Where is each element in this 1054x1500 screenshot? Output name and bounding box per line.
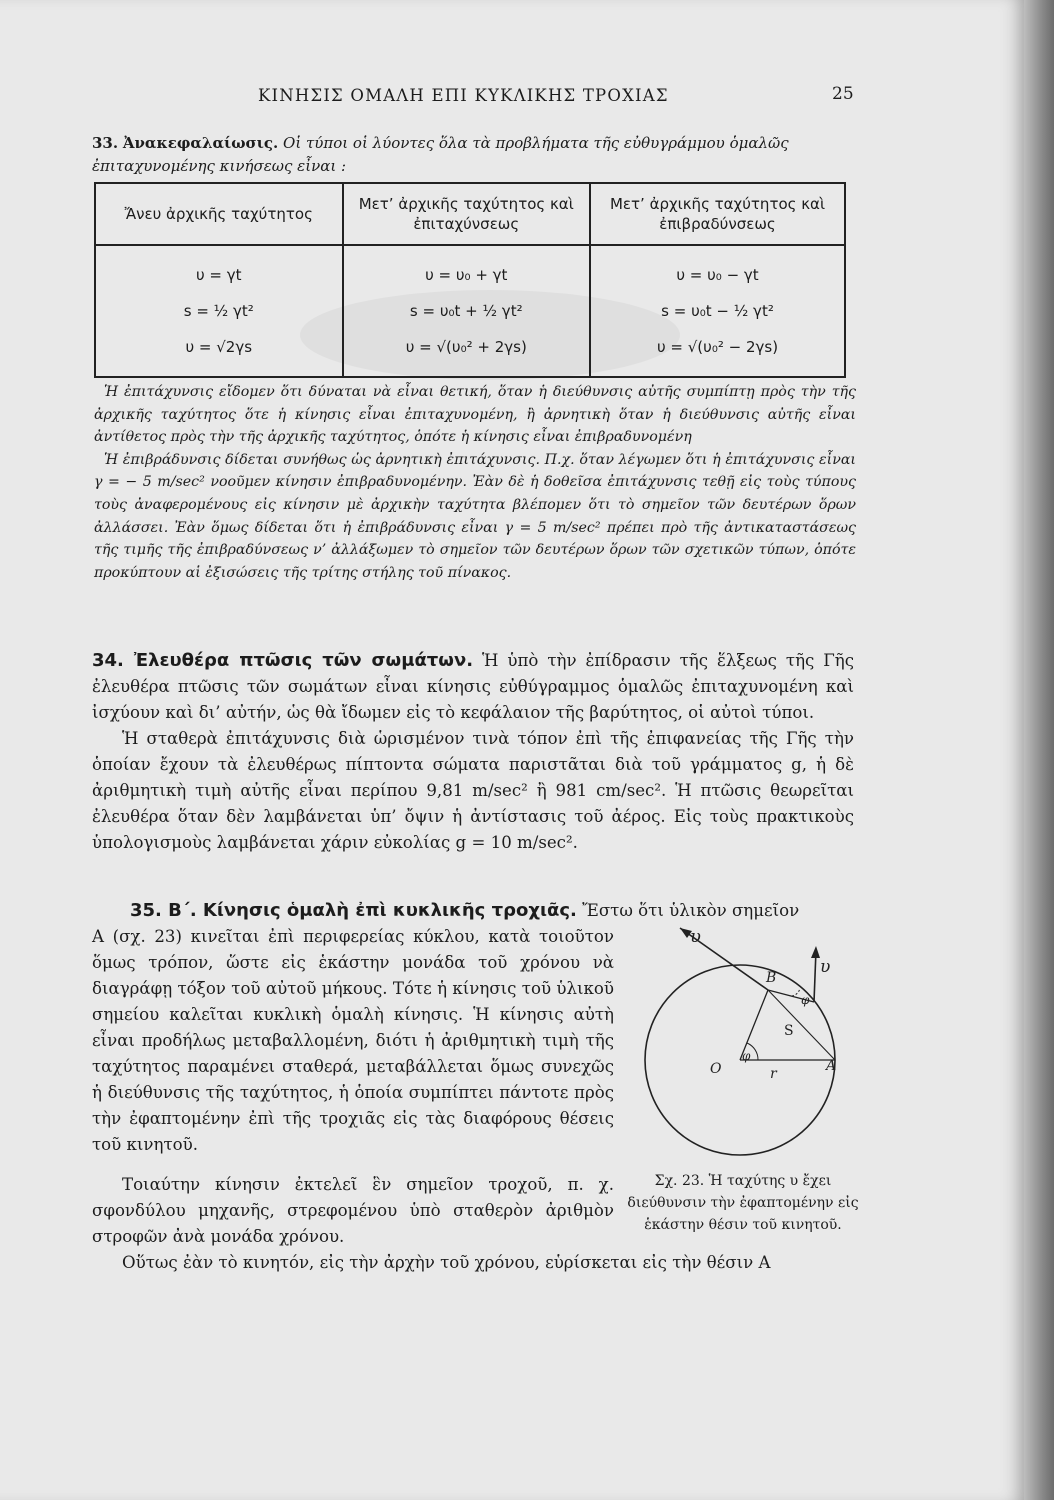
table-header: Ἄνευ ἀρχικῆς ταχύτητος [95,183,343,245]
section-35-paragraph: Α (σχ. 23) κινεῖται ἐπὶ περιφερείας κύκλου, κατὰ τοιοῦτον ὅμως τρόπον, ὥστε εἰς ἑκάστην μονάδα τοῦ χρόνου νὰ διαγράφῃ τόξον τοῦ αὐτοῦ μήκους. Τότε ἡ κίνησις τοῦ ὑλικοῦ σημείου καλεῖται κυκλικὴ ὁμαλὴ κίνησις. Ἡ κίνησις αὐτὴ εἶναι προδήλως μεταβαλλομένη, διότι ἡ ἀριθμητικὴ τιμὴ τῆς ταχύτητος παραμένει σταθερά, μεταβάλλεται ὅμως συνεχῶς ἡ διεύθυνσις τῆς ταχύτητος, ἡ ὁποία συμπίπτει πάντοτε πρὸς τὴν ἐφαπτομένην ἐπὶ τῆς τροχιᾶς εἰς τὰς διαφόρους θέσεις τοῦ κινητοῦ. [92,927,614,1154]
section-34-paragraph: Ἡ σταθερὰ ἐπιτάχυνσις διὰ ὡρισμένον τινὰ τόπον ἐπὶ τῆς ἐπιφανείας τῆς Γῆς τὴν ὁποίαν ἔχουν τὰ ἐλευθέρως πίπτοντα σώματα παριστᾶται διὰ τοῦ γράμματος g, ἡ δὲ ἀριθμητικὴ τιμὴ αὐτῆς εἶναι περίπου 9,81 m/sec² ἢ 981 cm/sec². Ἡ πτῶσις θεωρεῖται ἐλευθέρα ὅταν δὲν λαμβάνεται ὑπ’ ὄψιν ἡ ἀντίστασις τοῦ ἀέρος. Εἰς τοὺς πρακτικοὺς ὑπολογισμοὺς λαμβάνεται χάριν εὐκολίας g = 10 m/sec². [92,729,854,852]
table-cell [95,245,343,377]
label-o: O [710,1061,722,1077]
formulas-table [94,182,846,378]
formula: υ = υ₀ + γt [425,266,508,284]
label-v2: υ [820,957,831,977]
table-cell [590,245,845,377]
label-phi2: φ [742,1049,751,1063]
formula: s = υ₀t + ½ γt² [409,302,523,320]
angle-arc-b [792,988,800,996]
section-34-heading: 34. Ἐλευθέρα πτῶσις τῶν σωμάτων. [92,650,474,671]
section-35-heading: 35. Β΄. Κίνησις ὁμαλὴ ἐπὶ κυκλικῆς τροχιᾶς. [130,900,577,921]
formula: υ = √(υ₀² − 2γs) [656,338,779,356]
label-r: r [770,1066,777,1082]
notes [94,381,856,584]
section-35-last [92,1250,854,1276]
section-33-text: Οἱ τύποι οἱ λύοντες ὅλα τὰ προβλήματα τῆς εὐθυγράμμου ὁμαλῶς ἐπιταχυνομένης κινήσεως εἶναι : [92,134,789,175]
section-35-paragraph: Τοιαύτην κίνησιν ἐκτελεῖ ἓν σημεῖον τροχοῦ, π. χ. σφονδύλου μηχανῆς, στρεφομένου ὑπὸ σταθερὸν ἀριθμὸν στροφῶν ἀνὰ μονάδα χρόνου. [92,1175,614,1246]
running-title: ΚΙΝΗΣΙΣ ΟΜΑΛΗ ΕΠΙ ΚΥΚΛΙΚΗΣ ΤΡΟΧΙΑΣ [258,86,669,105]
table-header-row [95,183,845,245]
note-paragraph: Ἡ ἐπιτάχυνσις εἴδομεν ὅτι δύναται νὰ εἶναι θετική, ὅταν ἡ διεύθυνσις αὐτῆς συμπίπτῃ πρὸς τὴν τῆς ἀρχικῆς ταχύτητος ὅτε ἡ κίνησις εἶναι ἐπιταχυνομένη, ἢ ἀρνητικὴ ὅταν ἡ διεύθυνσις αὐτῆς εἶναι ἀντίθετος πρὸς τὴν τῆς ἀρχικῆς ταχύτητος, ὁπότε ἡ κίνησις εἶναι ἐπιβραδυνομένη [94,384,856,446]
section-35-paragraph: Οὕτως ἐὰν τὸ κινητόν, εἰς τὴν ἀρχὴν τοῦ χρόνου, εὑρίσκεται εἰς τὴν θέσιν Α [122,1253,771,1272]
formula: s = ½ γt² [183,302,254,320]
label-b: B [766,970,777,986]
formula: υ = √2γs [185,338,253,356]
figure-caption: Σχ. 23. Ἡ ταχύτης υ ἔχει διεύθυνσιν τὴν ἐφαπτομένην εἰς ἑκάστην θέσιν τοῦ κινητοῦ. [627,1173,859,1233]
note-paragraph: Ἡ ἐπιβράδυνσις δίδεται συνήθως ὡς ἀρνητικὴ ἐπιτάχυνσις. Π.χ. ὅταν λέγωμεν ὅτι ἡ ἐπιτάχυνσις εἶναι γ = − 5 m/sec² νοοῦμεν κίνησιν ἐπιβραδυνομένην. Ἐὰν δὲ ἡ δοθεῖσα ἐπιτάχυνσις τεθῇ εἰς τοὺς τύπους τοὺς ἀναφερομένους εἰς κίνησιν μὲ ἀρχικὴν ταχύτητα βλέπομεν ὅτι τὸ σημεῖον τῶν δευτέρων ὅρων ἀλλάσσει. Ἐὰν ὅμως δίδεται ὅτι ἡ ἐπιβράδυνσις εἶναι γ = 5 m/sec² πρέπει πρὸ τῆς ἀντικαταστάσεως τῆς τιμῆς τῆς ἐπιβραδύνσεως ν’ ἀλλάξωμεν τὸ σημεῖον τῶν δευτέρων ὅρων τῶν σχετικῶν τύπων, ὁπότε προκύπτουν αἱ ἐξισώσεις τῆς τρίτης στήλης τοῦ πίνακος. [94,451,856,581]
label-s: S [784,1023,794,1039]
formula: υ = γt [195,266,242,284]
section-34 [92,648,854,856]
section-33-title: Ἀνακεφαλαίωσις. [122,134,279,152]
formula: υ = υ₀ − γt [676,266,759,284]
table-cell [343,245,591,377]
page-edge [1024,0,1054,1500]
figure-23 [630,910,860,1165]
section-35-body [92,924,614,1250]
arrowhead [811,946,820,958]
section-33-intro [92,132,854,178]
formula: s = υ₀t − ½ γt² [661,302,774,320]
formula: υ = √(υ₀² + 2γs) [405,338,527,356]
section-34-text: Ἡ ὑπὸ τὴν ἐπίδρασιν τῆς ἕλξεως τῆς Γῆς ἐλευθέρα πτῶσις τῶν σωμάτων εἶναι κίνησις εὐθύγραμμος ὁμαλῶς ἐπιταχυνομένη καὶ ἰσχύουν καὶ δι’ αὐτήν, ὡς θὰ ἴδωμεν εἰς τὸ κεφάλαιον τῆς βαρύτητος, οἱ αὐτοὶ τύποι. [92,651,854,722]
label-a: A [826,1058,837,1074]
page-number: 25 [832,84,854,104]
table-row [95,245,845,377]
section-33-number: 33. [92,134,119,152]
section-35-lead-text: Ἔστω ὅτι ὑλικὸν σημεῖον [582,901,800,920]
label-v1: υ [690,926,701,947]
label-phi1: φ [801,993,810,1007]
table-header: Μετ’ ἀρχικῆς ταχύτητος καὶ ἐπιβραδύνσεως [590,183,845,245]
table-header: Μετ’ ἀρχικῆς ταχύτητος καὶ ἐπιταχύνσεως [343,183,591,245]
